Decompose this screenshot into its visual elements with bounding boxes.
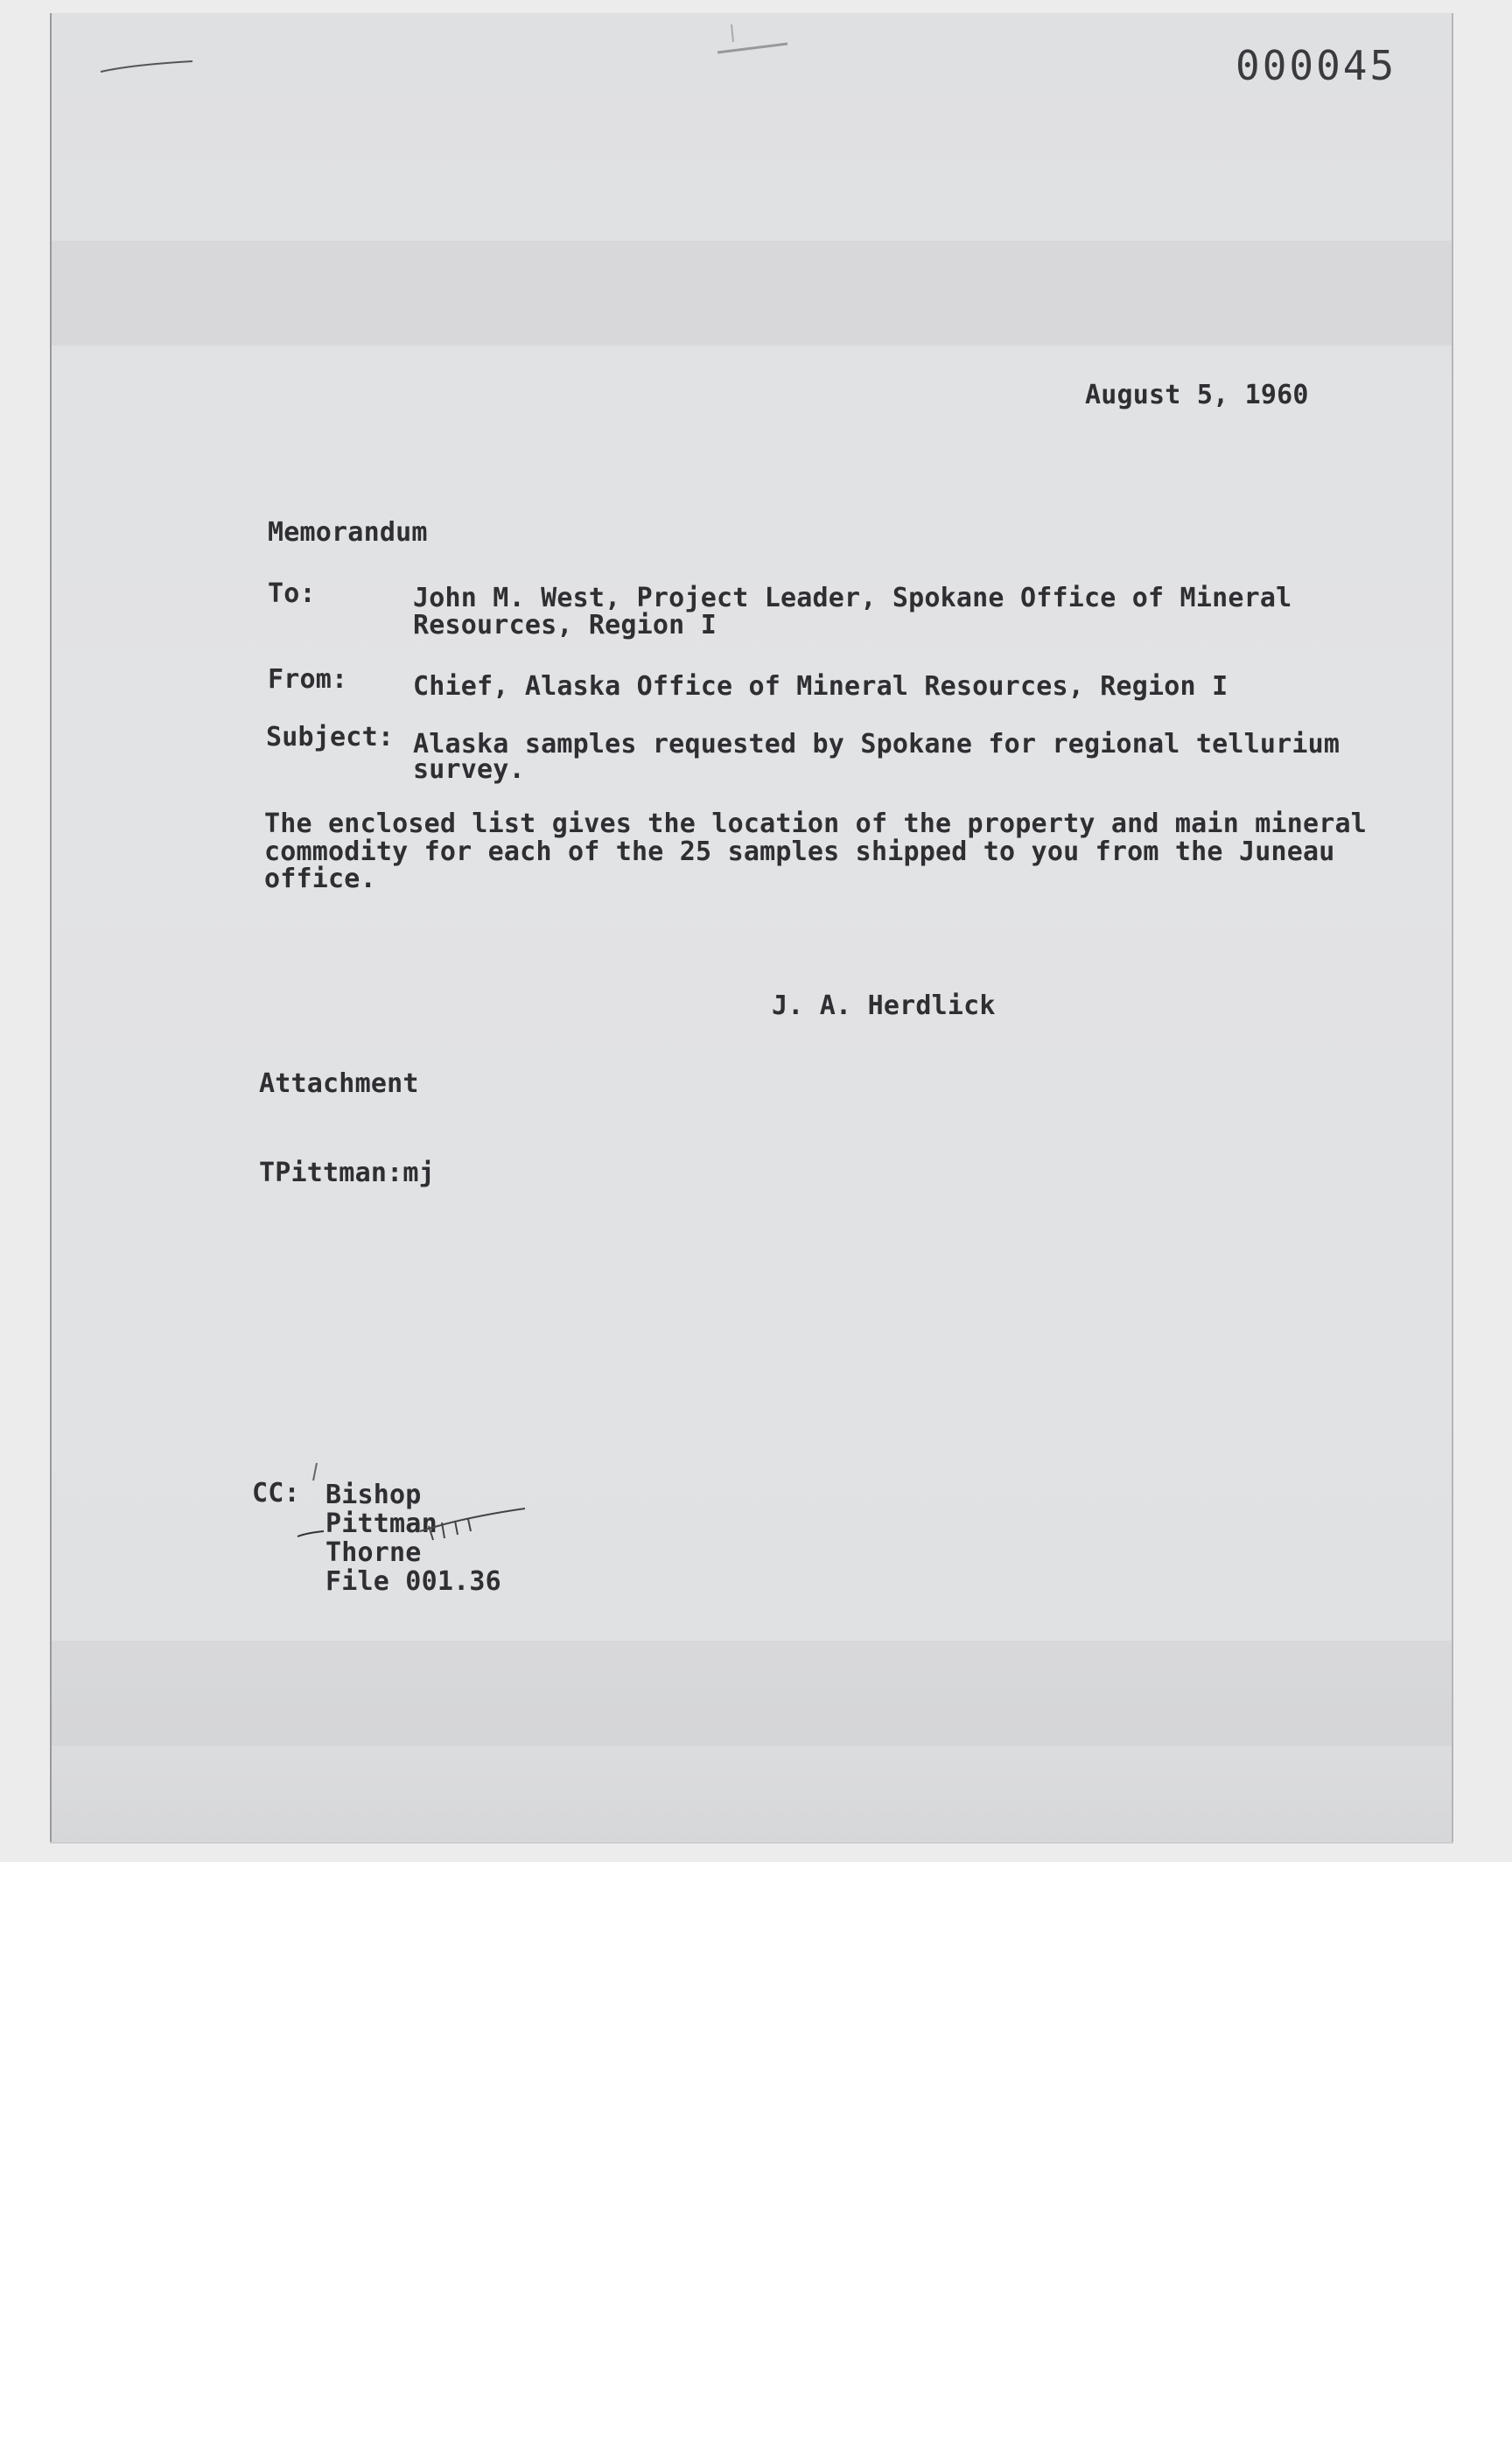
memo-type: Memorandum [268,517,428,548]
to-line-1: John M. West, Project Leader, Spokane Office of Mineral [413,583,1292,613]
typist-initials: TPittman:mj [259,1158,435,1188]
to-label: To: [268,578,316,609]
memo-date: August 5, 1960 [1085,380,1309,410]
checkmark-icon [289,1452,551,1558]
cc-recipient: File 001.36 [326,1566,501,1597]
from-label: From: [268,664,348,695]
bleed-through-top [52,241,1452,346]
body-line-2: commodity for each of the 25 samples shipped to you from the Juneau [264,836,1335,867]
cc-recipient: Bishop [326,1480,422,1510]
cc-recipient: Thorne [326,1537,422,1568]
bleed-through-bottom [52,1641,1452,1746]
staple-icon [700,18,796,57]
cc-recipient: Pittman [326,1508,438,1539]
cc-label: CC: [252,1478,300,1508]
body-line-1: The enclosed list gives the location of the property and main mineral [264,808,1368,839]
from-value: Chief, Alaska Office of Mineral Resources, Region I [413,671,1228,702]
document-number: 000045 [1236,42,1397,89]
attachment-note: Attachment [259,1068,419,1099]
body-line-3: office. [264,864,376,894]
signature-name: J. A. Herdlick [772,990,996,1021]
memo-page [50,13,1453,1842]
subject-line-2: survey. [413,754,525,785]
pencil-mark-icon [96,52,201,79]
subject-label: Subject: [266,722,395,752]
to-line-2: Resources, Region I [413,610,717,640]
subject-line-1: Alaska samples requested by Spokane for regional tellurium [413,729,1340,760]
